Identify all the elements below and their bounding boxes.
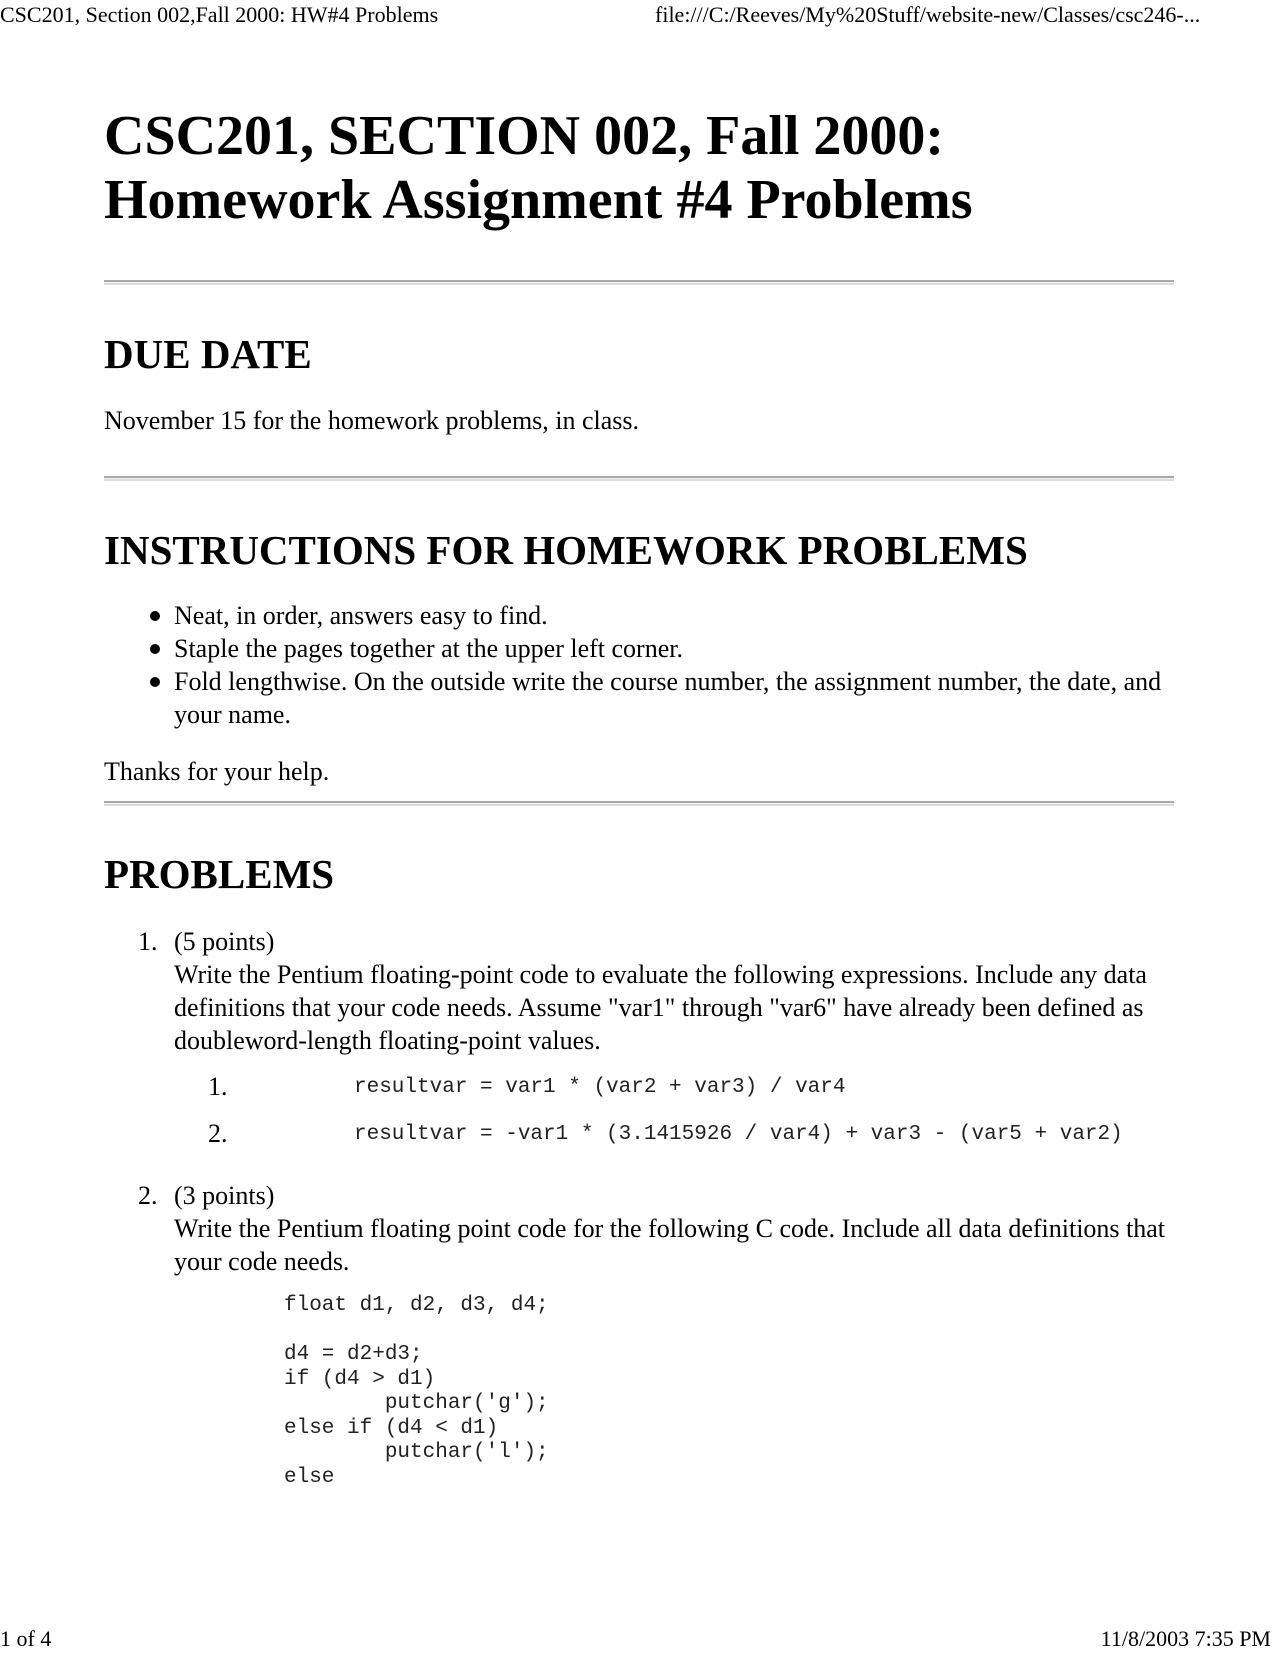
problem-2 bbox=[104, 1179, 1174, 1278]
list-item bbox=[174, 599, 1174, 632]
due-date-heading: DUE DATE bbox=[104, 331, 312, 377]
due-date-text: November 15 for the homework problems, in class. bbox=[104, 406, 640, 435]
print-footer-page: 1 of 4 bbox=[0, 1626, 52, 1651]
expression-code: resultvar = -var1 * (3.1415926 / var4) + var3 - (var5 + var2) bbox=[354, 1123, 1123, 1146]
document-body bbox=[104, 104, 1174, 1490]
problem-points: (5 points) bbox=[174, 927, 275, 956]
problems-heading: PROBLEMS bbox=[104, 851, 335, 897]
problem-text: Write the Pentium floating point code for the following C code. Include all data definitions that your code needs. bbox=[174, 1214, 1166, 1276]
problem-points: (3 points) bbox=[174, 1181, 275, 1210]
subproblem-2 bbox=[104, 1117, 1174, 1164]
bullet-icon bbox=[150, 611, 160, 621]
print-header-title: CSC201, Section 002,Fall 2000: HW#4 Problems bbox=[0, 2, 439, 27]
print-header-url: file:///C:/Reeves/My%20Stuff/website-new/Classes/csc246-... bbox=[655, 2, 1201, 27]
bullet-icon bbox=[150, 677, 160, 687]
instruction-text: Fold lengthwise. On the outside write the course number, the assignment number, the date, and your name. bbox=[174, 667, 1162, 729]
expression-code: resultvar = var1 * (var2 + var3) / var4 bbox=[354, 1076, 846, 1099]
thanks-text: Thanks for your help. bbox=[104, 757, 330, 786]
list-item bbox=[174, 665, 1174, 731]
problem-number: 2. bbox=[138, 1181, 158, 1210]
page-title-line-2: Homework Assignment #4 Problems bbox=[104, 169, 973, 231]
subproblem-number: 1. bbox=[208, 1072, 228, 1101]
instructions-list bbox=[104, 599, 1174, 731]
c-code-block: float d1, d2, d3, d4; d4 = d2+d3; if (d4 > d1) putchar('g'); else if (d4 < d1) putchar('l'); else bbox=[284, 1294, 549, 1489]
problem-number: 1. bbox=[138, 927, 158, 956]
subproblem-number: 2. bbox=[208, 1119, 228, 1148]
problem-1 bbox=[104, 925, 1174, 1057]
page-title-line-1: CSC201, SECTION 002, Fall 2000: bbox=[104, 105, 945, 167]
problem-text: Write the Pentium floating-point code to evaluate the following expressions. Include any data definitions that your code needs. Assume "var1" through "var6" have already been defined as doubleword-length floating-point values. bbox=[174, 960, 1147, 1055]
instructions-heading: INSTRUCTIONS FOR HOMEWORK PROBLEMS bbox=[104, 527, 1028, 573]
subproblem-1 bbox=[104, 1070, 1174, 1117]
page-title bbox=[104, 104, 1174, 232]
instruction-text: Staple the pages together at the upper left corner. bbox=[174, 634, 683, 663]
list-item bbox=[174, 632, 1174, 665]
print-footer-datetime: 11/8/2003 7:35 PM bbox=[1100, 1626, 1271, 1651]
bullet-icon bbox=[150, 644, 160, 654]
instruction-text: Neat, in order, answers easy to find. bbox=[174, 601, 548, 630]
